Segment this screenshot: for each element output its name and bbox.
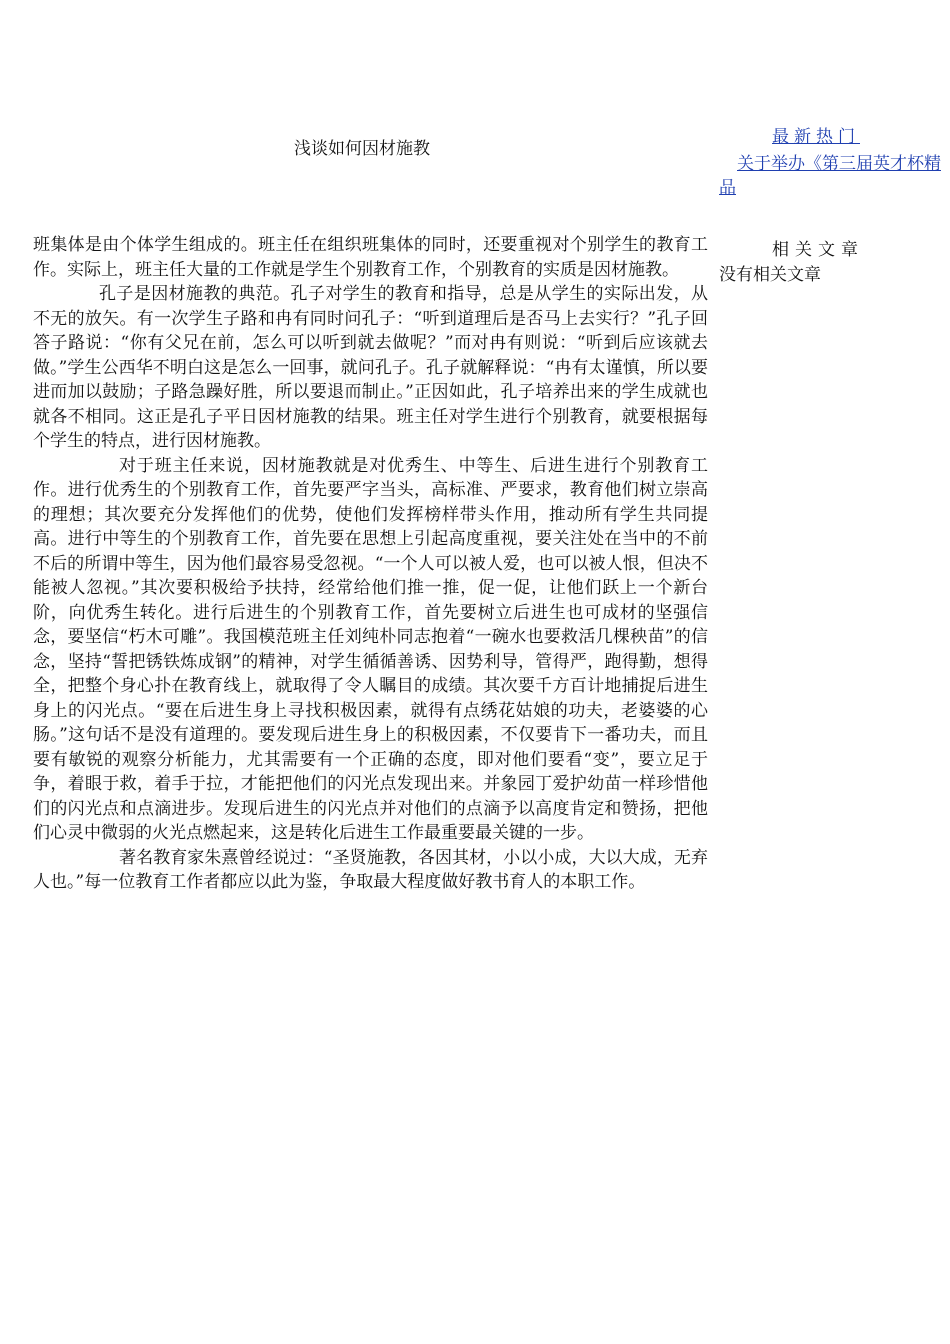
hot-articles-heading[interactable]: 最新热门 bbox=[772, 127, 860, 147]
article-paragraph: 孔子是因材施教的典范。孔子对学生的教育和指导，总是从学生的实际出发，从不无的放矢。有一次学生子路和冉有同时问孔子：“听到道理后是否马上去实行？”孔子回答子路说：“你有父兄在前，怎么可以听到就去做呢？”而对冉有则说：“听到后应该就去做。”学生公西华不明白这是怎么一回事，就问孔子。孔子就解释说：“冉有太谨慎，所以要进而加以鼓励；子路急躁好胜，所以要退而制止。”正因如此，孔子培养出来的学生成就也就各不相同。这正是孔子平日因材施教的结果。班主任对学生进行个别教育，就要根据每个学生的特点，进行因材施教。 bbox=[33, 284, 708, 451]
related-articles-heading: 相关文章 bbox=[772, 240, 864, 260]
related-articles-empty: 没有相关文章 bbox=[719, 265, 821, 285]
article-body bbox=[33, 233, 708, 895]
article-paragraph: 班集体是由个体学生组成的。班主任在组织班集体的同时，还要重视对个别学生的教育工作。实际上，班主任大量的工作就是学生个别教育工作，个别教育的实质是因材施教。 bbox=[33, 235, 708, 280]
article-title: 浅谈如何因材施教 bbox=[294, 139, 430, 159]
article-paragraph: 对于班主任来说，因材施教就是对优秀生、中等生、后进生进行个别教育工作。进行优秀生的个别教育工作，首先要严字当头，高标准、严要求，教育他们树立崇高的理想；其次要充分发挥他们的优势，使他们发挥榜样带头作用，推动所有学生共同提高。进行中等生的个别教育工作，首先要在思想上引起高度重视，要关注处在当中的不前不后的所谓中等生，因为他们最容易受忽视。“一个人可以被人爱，也可以被人恨，但决不能被人忽视。”其次要积极给予扶持，经常给他们推一推，促一促，让他们跃上一个新台阶，向优秀生转化。进行后进生的个别教育工作，首先要树立后进生也可成材的坚强信念，要坚信“朽木可雕”。我国模范班主任刘纯朴同志抱着“一碗水也要救活几棵秧苗”的信念，坚持“誓把锈铁炼成钢”的精神，对学生循循善诱、因势利导，管得严，跑得勤，想得全，把整个身心扑在教育线上，就取得了令人瞩目的成绩。其次要千方百计地捕捉后进生身上的闪光点。“要在后进生身上寻找积极因素，就得有点绣花姑娘的功夫，老婆婆的心肠。”这句话不是没有道理的。要发现后进生身上的积极因素，不仅要肯下一番功夫，而且要有敏锐的观察分析能力，尤其需要有一个正确的态度，即对他们要看“变”，要立足于争，着眼于救，着手于拉，才能把他们的闪光点发现出来。并象园丁爱护幼苗一样珍惜他们的闪光点和点滴进步。发现后进生的闪光点并对他们的点滴予以高度肯定和赞扬，把他们心灵中微弱的火光点燃起来，这是转化后进生工作最重要最关键的一步。 bbox=[33, 455, 708, 843]
hot-article-link[interactable]: 关于举办《第三届英才杯精品 bbox=[719, 154, 941, 198]
article-paragraph: 著名教育家朱熹曾经说过：“圣贤施教，各因其材，小以小成，大以大成，无弃人也。”每一位教育工作者都应以此为鉴，争取最大程度做好教书育人的本职工作。 bbox=[33, 847, 708, 892]
